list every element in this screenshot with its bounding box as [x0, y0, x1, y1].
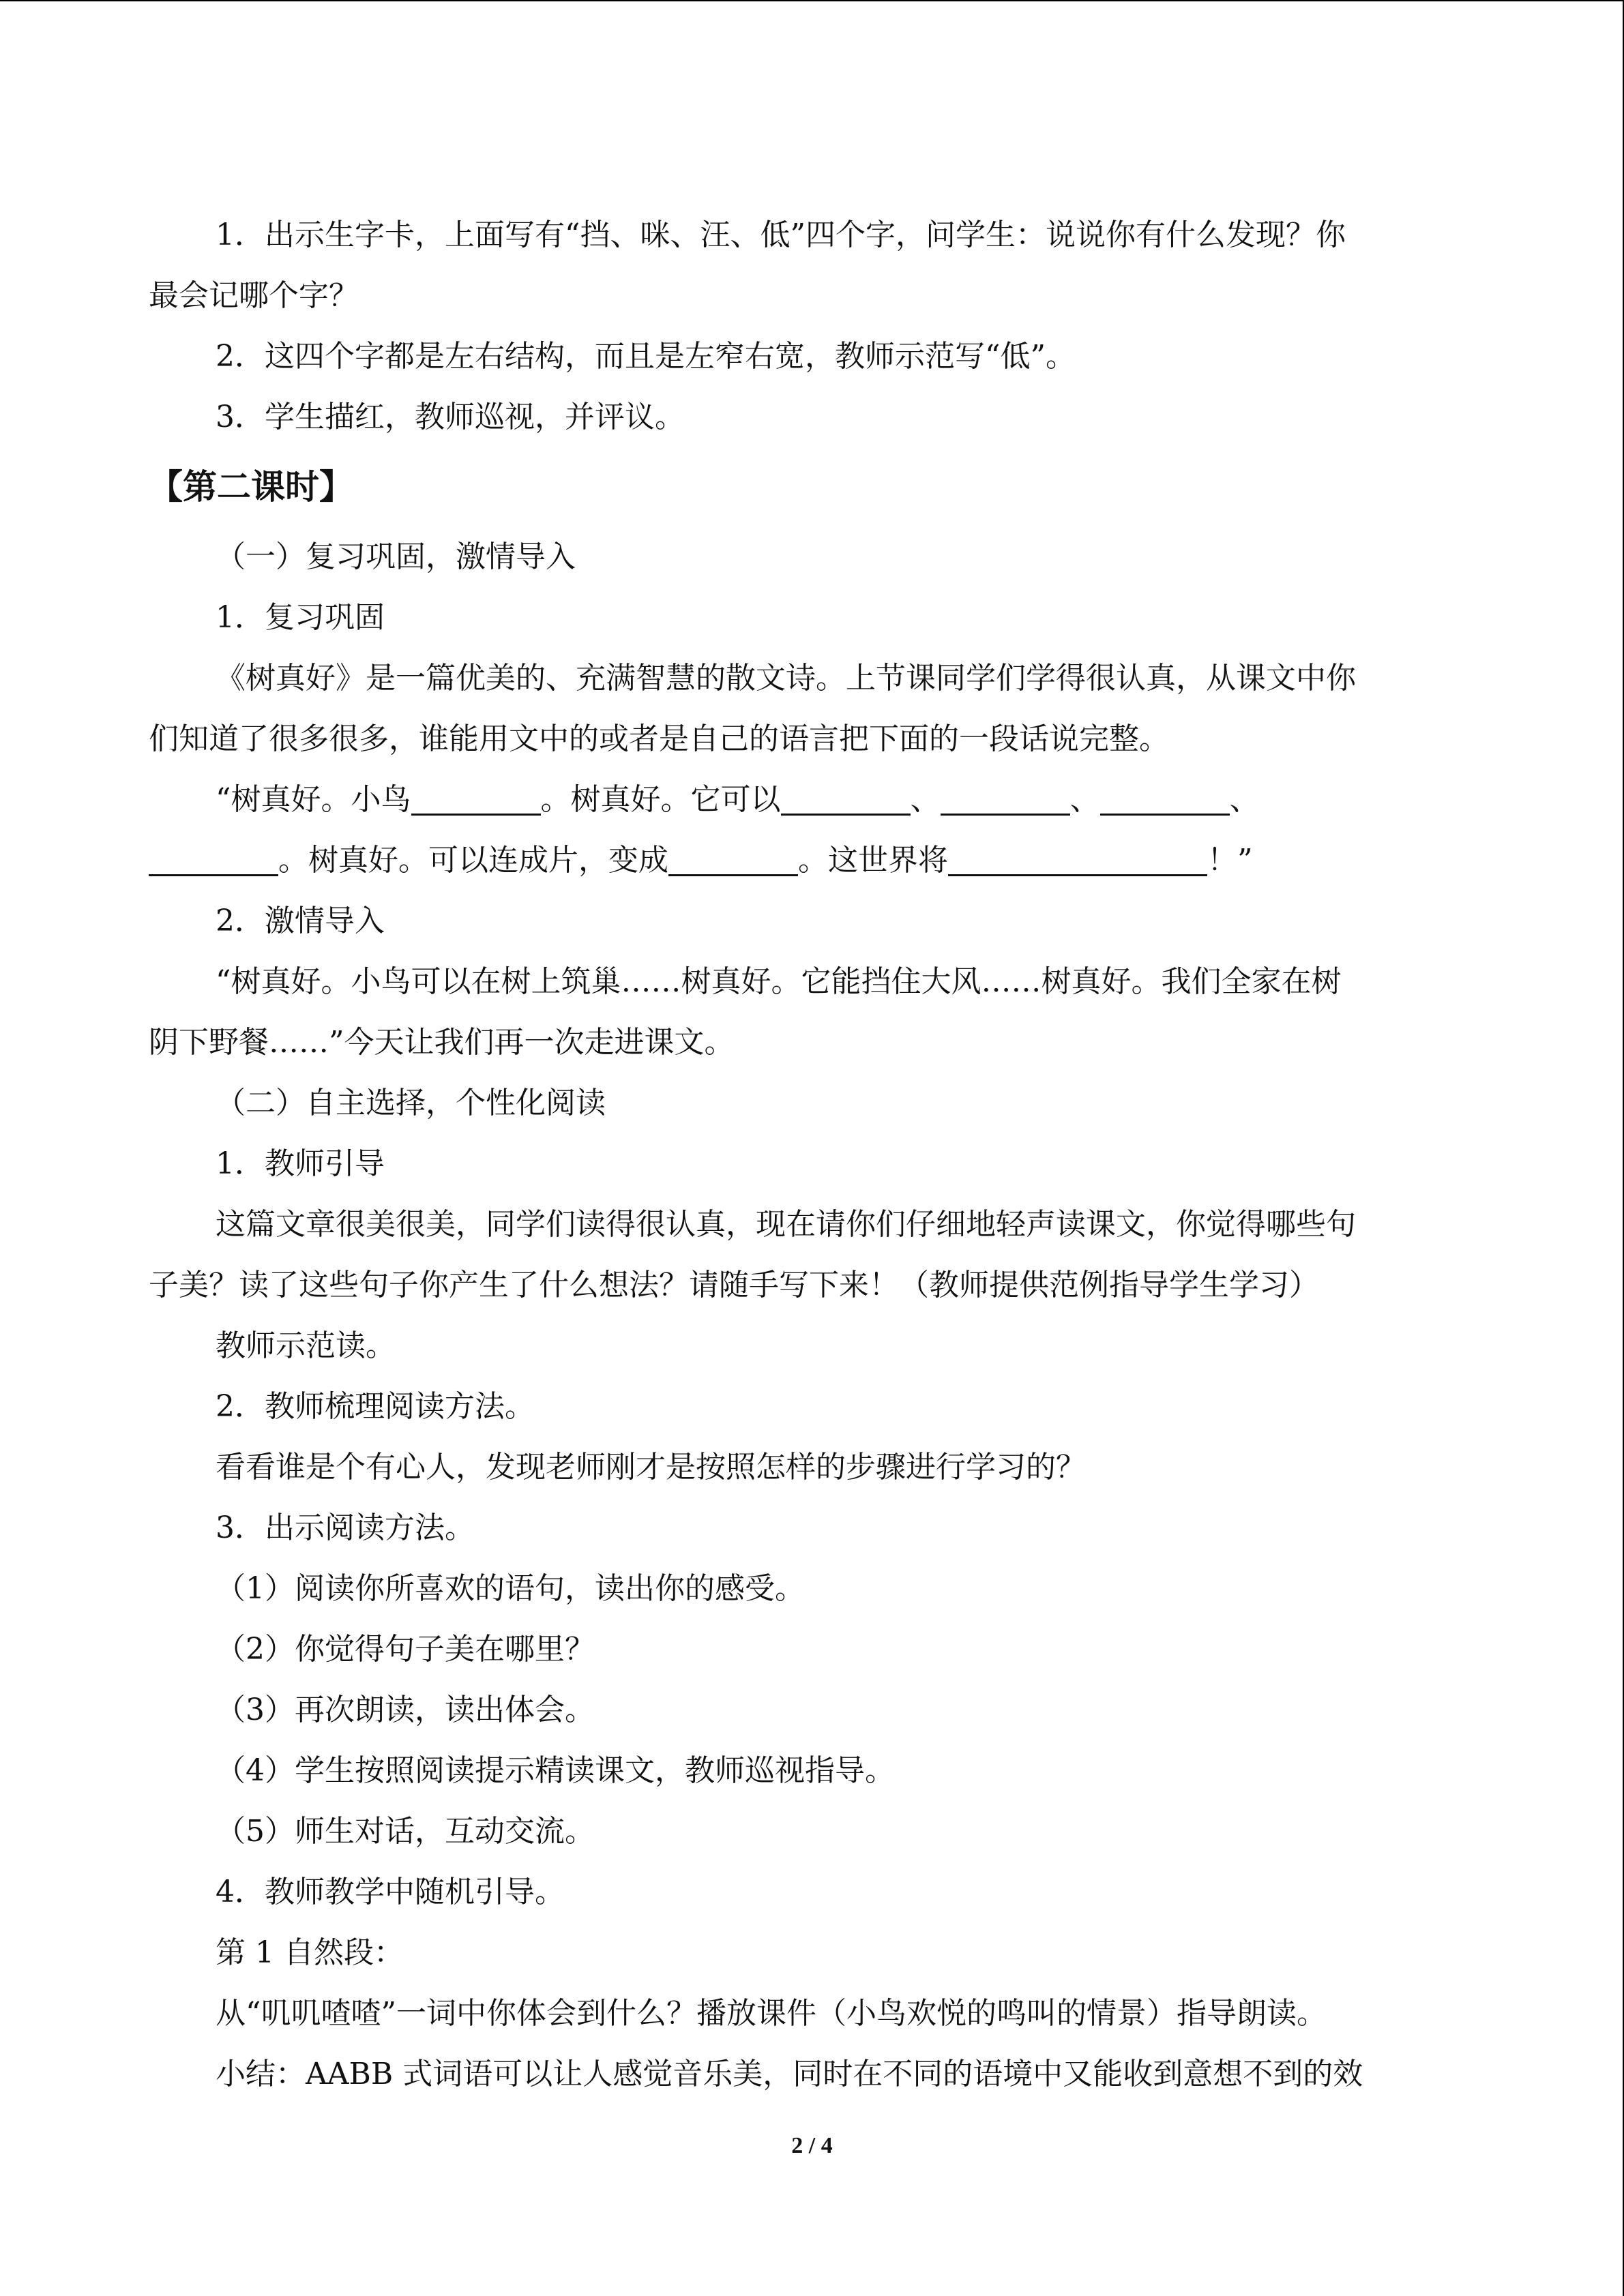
blank-line [781, 784, 911, 816]
paragraph-line: （1）阅读你所喜欢的语句，读出你的感受。 [216, 1571, 805, 1606]
blank-line [948, 844, 1207, 876]
paragraph-line: “树真好。小鸟可以在树上筑巢……树真好。它能挡住大风……树真好。我们全家在树 [216, 964, 1342, 999]
page-number: 2 / 4 [791, 2133, 833, 2158]
document-body [149, 205, 1475, 2104]
paragraph-line: 3．学生描红，教师巡视，并评议。 [216, 400, 685, 434]
paragraph-line: （4）学生按照阅读提示精读课文，教师巡视指导。 [216, 1753, 895, 1788]
paragraph-line: 这篇文章很美很美，同学们读得很认真，现在请你们仔细地轻声读课文，你觉得哪些句 [216, 1207, 1356, 1242]
paragraph-line: 2．激情导入 [216, 904, 385, 938]
paragraph-line: （一）复习巩固，激情导入 [216, 539, 576, 574]
fill-in-line: “树真好。小鸟 。树真好。它可以 、 、 、 [216, 782, 1260, 817]
paragraph-line: 4．教师教学中随机引导。 [216, 1875, 565, 1909]
blank-line [149, 844, 278, 876]
paragraph-line: 看看谁是个有心人，发现老师刚才是按照怎样的步骤进行学习的？ [216, 1450, 1086, 1485]
paragraph-line: 1．复习巩固 [216, 600, 385, 635]
paragraph-line: （2）你觉得句子美在哪里？ [216, 1632, 595, 1667]
paragraph-line: 最会记哪个字？ [149, 278, 359, 313]
paragraph-line: 2．教师梳理阅读方法。 [216, 1389, 535, 1424]
paragraph-line: 子美？读了这些句子你产生了什么想法？请随手写下来！（教师提供范例指导学生学习） [149, 1268, 1319, 1302]
section-heading: 【第二课时】 [149, 467, 353, 507]
paragraph-line: （5）师生对话，互动交流。 [216, 1814, 595, 1849]
paragraph-line: 《树真好》是一篇优美的、充满智慧的散文诗。上节课同学们学得很认真，从课文中你 [216, 661, 1356, 696]
paragraph-line: 教师示范读。 [216, 1328, 396, 1363]
paragraph-line: （3）再次朗读，读出体会。 [216, 1693, 595, 1727]
blank-line [941, 784, 1070, 816]
blank-line [411, 784, 541, 816]
paragraph-line: 阴下野餐……”今天让我们再一次走进课文。 [149, 1025, 735, 1060]
paragraph-line: 第 1 自然段： [216, 1935, 404, 1970]
paragraph-line: 们知道了很多很多，谁能用文中的或者是自己的语言把下面的一段话说完整。 [149, 721, 1169, 756]
paragraph-line: 1．出示生字卡，上面写有“挡、咪、汪、低”四个字，问学生：说说你有什么发现？你 [216, 218, 1346, 252]
paragraph-line: 2．这四个字都是左右结构，而且是左窄右宽，教师示范写“低”。 [216, 339, 1076, 374]
paragraph-line: 1．教师引导 [216, 1146, 385, 1181]
paragraph-line: 3．出示阅读方法。 [216, 1510, 475, 1545]
blank-line [1100, 784, 1230, 816]
paragraph-line: 从“叽叽喳喳”一词中你体会到什么？播放课件（小鸟欢悦的鸣叫的情景）指导朗读。 [216, 1996, 1327, 2031]
paragraph-line: （二）自主选择，个性化阅读 [216, 1086, 606, 1120]
fill-in-line: 。树真好。可以连成片，变成 。这世界将 ！” [149, 830, 1475, 891]
blank-line [668, 844, 798, 876]
paragraph-line: 小结：AABB 式词语可以让人感觉音乐美，同时在不同的语境中又能收到意想不到的效 [216, 2057, 1363, 2091]
